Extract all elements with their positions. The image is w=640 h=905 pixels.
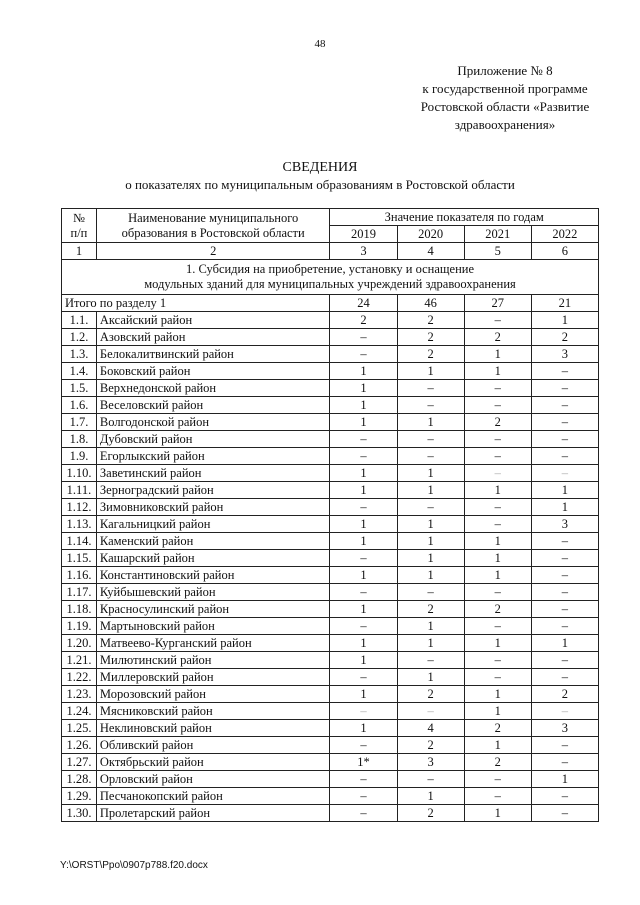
row-value: –: [330, 669, 397, 686]
row-value: –: [464, 465, 531, 482]
row-value: 4: [397, 720, 464, 737]
row-value: –: [531, 448, 598, 465]
row-number: 1.26.: [62, 737, 97, 754]
row-value: –: [397, 397, 464, 414]
row-value: 2: [464, 414, 531, 431]
row-value: –: [531, 737, 598, 754]
row-number: 1.20.: [62, 635, 97, 652]
header-num-line1: №: [72, 210, 85, 225]
row-value: –: [531, 414, 598, 431]
row-value: 1: [397, 533, 464, 550]
row-municipality-name: Верхнедонской район: [96, 380, 330, 397]
row-number: 1.8.: [62, 431, 97, 448]
row-municipality-name: Обливский район: [96, 737, 330, 754]
row-value: 2: [397, 312, 464, 329]
section-title-line1: 1. Субсидия на приобретение, установку и оснащение: [185, 262, 475, 276]
header-year: 2020: [397, 226, 464, 243]
row-value: 2: [464, 601, 531, 618]
row-value: 1: [397, 550, 464, 567]
row-municipality-name: Веселовский район: [96, 397, 330, 414]
table-row: [62, 686, 599, 703]
row-number: 1.7.: [62, 414, 97, 431]
row-municipality-name: Морозовский район: [96, 686, 330, 703]
row-number: 1.27.: [62, 754, 97, 771]
row-value: 1: [330, 516, 397, 533]
table-row: [62, 329, 599, 346]
row-value: 3: [531, 516, 598, 533]
row-value: 1*: [330, 754, 397, 771]
section-title-row: [62, 260, 599, 295]
row-value: 1: [397, 788, 464, 805]
row-municipality-name: Белокалитвинский район: [96, 346, 330, 363]
header-name-line2: образования в Ростовской области: [121, 225, 305, 240]
table-row: [62, 363, 599, 380]
row-value: 1: [330, 380, 397, 397]
row-value: 1: [397, 618, 464, 635]
row-value: –: [330, 329, 397, 346]
table-row: [62, 516, 599, 533]
row-value: –: [464, 669, 531, 686]
column-number-row: [62, 243, 599, 260]
row-value: 1: [531, 499, 598, 516]
row-value: –: [531, 618, 598, 635]
row-municipality-name: Милютинский район: [96, 652, 330, 669]
row-municipality-name: Куйбышевский район: [96, 584, 330, 601]
row-value: 1: [397, 363, 464, 380]
table-row: [62, 601, 599, 618]
row-value: 1: [397, 414, 464, 431]
table-row: [62, 465, 599, 482]
table-row: [62, 533, 599, 550]
page-number: 48: [314, 38, 326, 50]
row-value: –: [397, 431, 464, 448]
row-value: –: [464, 312, 531, 329]
row-municipality-name: Азовский район: [96, 329, 330, 346]
row-value: 1: [397, 567, 464, 584]
row-value: –: [330, 550, 397, 567]
row-number: 1.10.: [62, 465, 97, 482]
row-value: –: [531, 465, 598, 482]
table-row: [62, 431, 599, 448]
row-number: 1.30.: [62, 805, 97, 822]
row-value: –: [464, 380, 531, 397]
row-municipality-name: Дубовский район: [96, 431, 330, 448]
row-value: –: [397, 771, 464, 788]
row-value: 1: [464, 482, 531, 499]
row-value: –: [330, 346, 397, 363]
section-total-label: Итого по разделу 1: [62, 295, 330, 312]
column-number: 4: [397, 243, 464, 260]
row-number: 1.13.: [62, 516, 97, 533]
row-value: –: [464, 618, 531, 635]
row-value: 1: [464, 346, 531, 363]
row-municipality-name: Кашарский район: [96, 550, 330, 567]
row-number: 1.1.: [62, 312, 97, 329]
row-municipality-name: Заветинский район: [96, 465, 330, 482]
table-row: [62, 771, 599, 788]
row-municipality-name: Кагальницкий район: [96, 516, 330, 533]
header-name-line1: Наименование муниципального: [128, 210, 299, 225]
row-municipality-name: Пролетарский район: [96, 805, 330, 822]
row-municipality-name: Константиновский район: [96, 567, 330, 584]
row-value: –: [531, 669, 598, 686]
row-value: –: [531, 363, 598, 380]
table-row: [62, 312, 599, 329]
table-row: [62, 635, 599, 652]
row-value: 2: [464, 329, 531, 346]
header-values-cell: Значение показателя по годам: [330, 209, 599, 226]
header-year: 2022: [531, 226, 598, 243]
row-value: 1: [330, 635, 397, 652]
row-municipality-name: Егорлыкский район: [96, 448, 330, 465]
row-value: 1: [464, 686, 531, 703]
row-value: 3: [531, 346, 598, 363]
section-total-row: [62, 295, 599, 312]
row-value: 1: [464, 635, 531, 652]
row-municipality-name: Октябрьский район: [96, 754, 330, 771]
row-value: 1: [464, 805, 531, 822]
row-number: 1.16.: [62, 567, 97, 584]
row-municipality-name: Миллеровский район: [96, 669, 330, 686]
row-value: –: [531, 601, 598, 618]
table-header-row: [62, 209, 599, 226]
appendix-line: здравоохранения»: [454, 117, 556, 132]
row-value: 2: [397, 329, 464, 346]
row-value: –: [464, 499, 531, 516]
row-number: 1.19.: [62, 618, 97, 635]
table-row: [62, 448, 599, 465]
row-number: 1.18.: [62, 601, 97, 618]
row-value: 2: [464, 720, 531, 737]
header-year: 2021: [464, 226, 531, 243]
row-value: –: [531, 703, 598, 720]
total-value: 46: [397, 295, 464, 312]
row-value: –: [330, 431, 397, 448]
row-municipality-name: Зимовниковский район: [96, 499, 330, 516]
row-value: –: [531, 431, 598, 448]
row-value: –: [464, 397, 531, 414]
row-municipality-name: Неклиновский район: [96, 720, 330, 737]
table-row: [62, 397, 599, 414]
header-num-line2: п/п: [70, 225, 88, 240]
table-row: [62, 720, 599, 737]
row-value: –: [531, 567, 598, 584]
table-row: [62, 703, 599, 720]
row-number: 1.2.: [62, 329, 97, 346]
row-value: –: [330, 788, 397, 805]
row-value: 1: [330, 601, 397, 618]
row-value: 1: [330, 720, 397, 737]
table-row: [62, 788, 599, 805]
total-value: 27: [464, 295, 531, 312]
table-row: [62, 618, 599, 635]
total-value: 21: [531, 295, 598, 312]
row-number: 1.24.: [62, 703, 97, 720]
row-municipality-name: Каменский район: [96, 533, 330, 550]
row-value: –: [330, 771, 397, 788]
row-number: 1.15.: [62, 550, 97, 567]
row-value: 1: [330, 482, 397, 499]
row-number: 1.28.: [62, 771, 97, 788]
row-value: –: [397, 584, 464, 601]
row-value: –: [330, 737, 397, 754]
row-value: –: [397, 703, 464, 720]
row-value: –: [397, 652, 464, 669]
table-row: [62, 346, 599, 363]
row-value: 1: [531, 635, 598, 652]
row-value: 1: [531, 771, 598, 788]
row-value: 3: [397, 754, 464, 771]
row-value: 1: [464, 533, 531, 550]
row-value: 2: [397, 686, 464, 703]
row-value: 2: [397, 346, 464, 363]
column-number: 1: [62, 243, 97, 260]
row-value: 1: [531, 482, 598, 499]
row-municipality-name: Зерноградский район: [96, 482, 330, 499]
row-value: 1: [330, 414, 397, 431]
row-municipality-name: Боковский район: [96, 363, 330, 380]
row-value: –: [464, 584, 531, 601]
row-value: –: [464, 448, 531, 465]
header-num-cell: [62, 209, 97, 243]
appendix-line: Ростовской области «Развитие: [420, 99, 590, 114]
row-value: –: [531, 788, 598, 805]
row-number: 1.22.: [62, 669, 97, 686]
row-number: 1.3.: [62, 346, 97, 363]
column-number: 5: [464, 243, 531, 260]
table-row: [62, 482, 599, 499]
row-municipality-name: Волгодонской район: [96, 414, 330, 431]
row-number: 1.25.: [62, 720, 97, 737]
table-row: [62, 754, 599, 771]
row-value: –: [464, 788, 531, 805]
row-number: 1.5.: [62, 380, 97, 397]
row-number: 1.6.: [62, 397, 97, 414]
section-title-line2: модульных зданий для муниципальных учреждений здравоохранения: [144, 277, 516, 291]
row-value: 2: [531, 686, 598, 703]
row-value: –: [531, 584, 598, 601]
table-row: [62, 652, 599, 669]
table-row: [62, 550, 599, 567]
row-municipality-name: Матвеево-Курганский район: [96, 635, 330, 652]
row-value: 1: [397, 635, 464, 652]
document-subtitle: о показателях по муниципальным образованиям в Ростовской области: [125, 177, 515, 192]
table-row: [62, 584, 599, 601]
row-value: –: [330, 448, 397, 465]
row-municipality-name: Красносулинский район: [96, 601, 330, 618]
row-number: 1.4.: [62, 363, 97, 380]
row-value: 2: [531, 329, 598, 346]
row-value: –: [397, 499, 464, 516]
row-number: 1.29.: [62, 788, 97, 805]
file-path-footer: Y:\ORST\Ppo\0907p788.f20.docx: [60, 860, 208, 871]
row-value: 1: [464, 737, 531, 754]
row-number: 1.12.: [62, 499, 97, 516]
row-value: 2: [330, 312, 397, 329]
section-title-cell: [62, 260, 599, 295]
row-number: 1.23.: [62, 686, 97, 703]
row-value: –: [464, 652, 531, 669]
appendix-caption: [380, 62, 630, 134]
row-value: 2: [397, 737, 464, 754]
row-municipality-name: Орловский район: [96, 771, 330, 788]
row-value: 1: [397, 669, 464, 686]
row-value: 2: [397, 805, 464, 822]
row-value: –: [330, 499, 397, 516]
row-number: 1.9.: [62, 448, 97, 465]
table-row: [62, 499, 599, 516]
row-value: 1: [464, 363, 531, 380]
table-row: [62, 380, 599, 397]
table-row: [62, 567, 599, 584]
appendix-line: Приложение № 8: [457, 63, 553, 78]
row-value: 1: [531, 312, 598, 329]
table-row: [62, 805, 599, 822]
row-value: –: [397, 448, 464, 465]
table-row: [62, 414, 599, 431]
row-value: 1: [464, 567, 531, 584]
row-value: 1: [330, 652, 397, 669]
row-value: 1: [464, 703, 531, 720]
row-value: 1: [330, 465, 397, 482]
row-value: 2: [464, 754, 531, 771]
row-value: 1: [397, 465, 464, 482]
row-number: 1.11.: [62, 482, 97, 499]
row-value: 1: [330, 567, 397, 584]
row-value: –: [330, 703, 397, 720]
row-municipality-name: Аксайский район: [96, 312, 330, 329]
row-value: –: [531, 652, 598, 669]
header-name-cell: [96, 209, 330, 243]
column-number: 3: [330, 243, 397, 260]
row-value: 1: [330, 533, 397, 550]
row-value: –: [531, 380, 598, 397]
appendix-line: к государственной программе: [422, 81, 588, 96]
document-title: СВЕДЕНИЯ: [282, 160, 358, 175]
row-value: 1: [330, 363, 397, 380]
row-municipality-name: Мартыновский район: [96, 618, 330, 635]
row-number: 1.17.: [62, 584, 97, 601]
row-value: –: [330, 618, 397, 635]
row-value: 1: [464, 550, 531, 567]
row-municipality-name: Мясниковский район: [96, 703, 330, 720]
row-value: 2: [397, 601, 464, 618]
row-value: 1: [397, 482, 464, 499]
indicators-table: [61, 208, 599, 822]
table-row: [62, 737, 599, 754]
column-number: 2: [96, 243, 330, 260]
row-value: –: [464, 431, 531, 448]
row-value: –: [464, 771, 531, 788]
total-value: 24: [330, 295, 397, 312]
row-value: –: [464, 516, 531, 533]
column-number: 6: [531, 243, 598, 260]
row-value: 1: [397, 516, 464, 533]
row-value: –: [330, 584, 397, 601]
row-value: –: [531, 550, 598, 567]
row-value: 1: [330, 397, 397, 414]
row-value: –: [531, 397, 598, 414]
row-municipality-name: Песчанокопский район: [96, 788, 330, 805]
row-value: 1: [330, 686, 397, 703]
row-number: 1.14.: [62, 533, 97, 550]
row-value: –: [531, 533, 598, 550]
row-number: 1.21.: [62, 652, 97, 669]
table-row: [62, 669, 599, 686]
row-value: –: [397, 380, 464, 397]
row-value: –: [330, 805, 397, 822]
row-value: 3: [531, 720, 598, 737]
header-year: 2019: [330, 226, 397, 243]
row-value: –: [531, 805, 598, 822]
row-value: –: [531, 754, 598, 771]
